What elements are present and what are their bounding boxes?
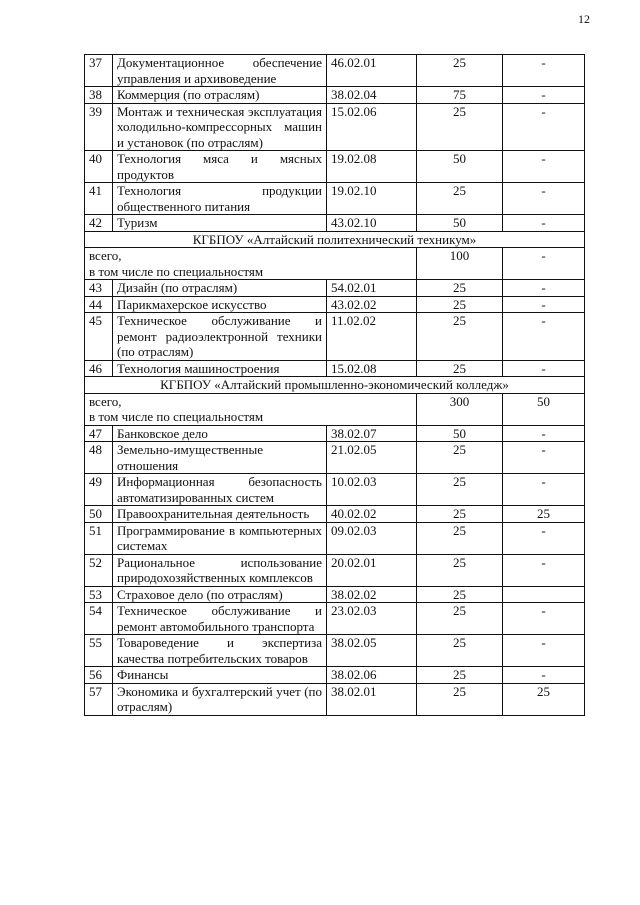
quota-value: 25	[417, 554, 503, 586]
specialty-name: Банковское дело	[113, 425, 327, 442]
quota-value: 25	[417, 635, 503, 667]
table-row	[85, 635, 585, 667]
total-quota: 300	[417, 393, 503, 425]
row-number: 50	[85, 506, 113, 523]
quota-value: 25	[417, 586, 503, 603]
extra-value: -	[503, 474, 585, 506]
extra-value: -	[503, 635, 585, 667]
table-row	[85, 522, 585, 554]
specialty-name: Финансы	[113, 667, 327, 684]
specialty-name: Техническое обслуживание и ремонт автомобильного транспорта	[113, 603, 327, 635]
extra-value	[503, 586, 585, 603]
total-extra: -	[503, 248, 585, 280]
extra-value: 25	[503, 683, 585, 715]
table-row	[85, 280, 585, 297]
specialty-code: 15.02.08	[327, 360, 417, 377]
extra-value: -	[503, 151, 585, 183]
specialty-name: Дизайн (по отраслям)	[113, 280, 327, 297]
specialty-name: Техническое обслуживание и ремонт радиоэлектронной техники (по отраслям)	[113, 313, 327, 361]
org-header-row	[85, 231, 585, 248]
extra-value: -	[503, 603, 585, 635]
specialty-code: 38.02.01	[327, 683, 417, 715]
row-number: 47	[85, 425, 113, 442]
row-number: 43	[85, 280, 113, 297]
extra-value: -	[503, 103, 585, 151]
extra-value: -	[503, 215, 585, 232]
specialty-code: 38.02.04	[327, 87, 417, 104]
extra-value: -	[503, 296, 585, 313]
table-row	[85, 360, 585, 377]
specialty-code: 38.02.02	[327, 586, 417, 603]
specialty-name: Технология мяса и мясных продуктов	[113, 151, 327, 183]
specialties-table-body	[85, 55, 585, 716]
extra-value: -	[503, 425, 585, 442]
total-label-line-1: всего,	[89, 393, 122, 409]
specialty-name: Информационная безопасность автоматизированных систем	[113, 474, 327, 506]
row-number: 56	[85, 667, 113, 684]
org-title: КГБПОУ «Алтайский промышленно-экономический колледж»	[85, 377, 585, 394]
quota-value: 75	[417, 87, 503, 104]
quota-value: 25	[417, 474, 503, 506]
total-extra: 50	[503, 393, 585, 425]
specialty-name: Правоохранительная деятельность	[113, 506, 327, 523]
table-row	[85, 554, 585, 586]
table-row	[85, 425, 585, 442]
total-label-line-2: в том числе по специальностям	[89, 263, 264, 279]
table-row	[85, 215, 585, 232]
row-number: 37	[85, 55, 113, 87]
total-quota: 100	[417, 248, 503, 280]
extra-value: -	[503, 55, 585, 87]
quota-value: 25	[417, 280, 503, 297]
specialty-code: 19.02.10	[327, 183, 417, 215]
table-row	[85, 603, 585, 635]
specialty-name: Товароведение и экспертиза качества потребительских товаров	[113, 635, 327, 667]
quota-value: 25	[417, 296, 503, 313]
total-label-line-1: всего,	[89, 248, 122, 263]
table-row	[85, 506, 585, 523]
specialty-name: Туризм	[113, 215, 327, 232]
quota-value: 50	[417, 215, 503, 232]
extra-value: -	[503, 313, 585, 361]
specialty-code: 11.02.02	[327, 313, 417, 361]
specialty-code: 10.02.03	[327, 474, 417, 506]
row-number: 42	[85, 215, 113, 232]
table-row	[85, 103, 585, 151]
table-row	[85, 313, 585, 361]
extra-value: -	[503, 442, 585, 474]
total-label	[85, 248, 417, 280]
org-title: КГБПОУ «Алтайский политехнический техникум»	[85, 231, 585, 248]
total-label-line-2: в том числе по специальностям	[89, 409, 264, 424]
row-number: 38	[85, 87, 113, 104]
quota-value: 25	[417, 55, 503, 87]
row-number: 40	[85, 151, 113, 183]
quota-value: 25	[417, 313, 503, 361]
extra-value: -	[503, 280, 585, 297]
quota-value: 50	[417, 151, 503, 183]
table-row	[85, 683, 585, 715]
quota-value: 50	[417, 425, 503, 442]
specialty-code: 43.02.02	[327, 296, 417, 313]
row-number: 55	[85, 635, 113, 667]
row-number: 49	[85, 474, 113, 506]
specialty-name: Экономика и бухгалтерский учет (по отраслям)	[113, 683, 327, 715]
specialty-name: Рациональное использование природохозяйственных комплексов	[113, 554, 327, 586]
specialty-name: Парикмахерское искусство	[113, 296, 327, 313]
total-row	[85, 393, 585, 425]
quota-value: 25	[417, 103, 503, 151]
total-row	[85, 248, 585, 280]
specialty-name: Документационное обеспечение управления и архивоведение	[113, 55, 327, 87]
extra-value: 25	[503, 506, 585, 523]
extra-value: -	[503, 554, 585, 586]
specialty-name: Страховое дело (по отраслям)	[113, 586, 327, 603]
specialty-name: Земельно-имущественные отношения	[113, 442, 327, 474]
row-number: 54	[85, 603, 113, 635]
quota-value: 25	[417, 667, 503, 684]
table-row	[85, 183, 585, 215]
specialties-table	[84, 54, 585, 716]
table-row	[85, 474, 585, 506]
specialty-code: 43.02.10	[327, 215, 417, 232]
specialty-code: 20.02.01	[327, 554, 417, 586]
specialty-code: 38.02.05	[327, 635, 417, 667]
extra-value: -	[503, 183, 585, 215]
specialty-name: Монтаж и техническая эксплуатация холодильно-компрессорных машин и установок (по отраслям)	[113, 103, 327, 151]
row-number: 46	[85, 360, 113, 377]
extra-value: -	[503, 667, 585, 684]
specialty-code: 54.02.01	[327, 280, 417, 297]
row-number: 45	[85, 313, 113, 361]
extra-value: -	[503, 522, 585, 554]
row-number: 53	[85, 586, 113, 603]
table-row	[85, 151, 585, 183]
specialty-name: Коммерция (по отраслям)	[113, 87, 327, 104]
row-number: 41	[85, 183, 113, 215]
row-number: 39	[85, 103, 113, 151]
quota-value: 25	[417, 506, 503, 523]
row-number: 52	[85, 554, 113, 586]
row-number: 57	[85, 683, 113, 715]
quota-value: 25	[417, 603, 503, 635]
quota-value: 25	[417, 522, 503, 554]
page-number: 12	[578, 12, 590, 26]
extra-value: -	[503, 87, 585, 104]
specialty-name: Программирование в компьютерных системах	[113, 522, 327, 554]
specialty-name: Технология машиностроения	[113, 360, 327, 377]
specialty-code: 21.02.05	[327, 442, 417, 474]
table-row	[85, 296, 585, 313]
row-number: 44	[85, 296, 113, 313]
table-row	[85, 667, 585, 684]
total-label	[85, 393, 417, 425]
specialty-code: 09.02.03	[327, 522, 417, 554]
row-number: 48	[85, 442, 113, 474]
specialty-code: 38.02.06	[327, 667, 417, 684]
quota-value: 25	[417, 442, 503, 474]
specialty-code: 23.02.03	[327, 603, 417, 635]
quota-value: 25	[417, 360, 503, 377]
quota-value: 25	[417, 183, 503, 215]
specialty-code: 40.02.02	[327, 506, 417, 523]
table-row	[85, 442, 585, 474]
table-row	[85, 55, 585, 87]
extra-value: -	[503, 360, 585, 377]
org-header-row	[85, 377, 585, 394]
specialty-code: 38.02.07	[327, 425, 417, 442]
table-row	[85, 87, 585, 104]
specialty-name: Технология продукции общественного питания	[113, 183, 327, 215]
table-row	[85, 586, 585, 603]
row-number: 51	[85, 522, 113, 554]
specialty-code: 19.02.08	[327, 151, 417, 183]
specialty-code: 15.02.06	[327, 103, 417, 151]
specialty-code: 46.02.01	[327, 55, 417, 87]
quota-value: 25	[417, 683, 503, 715]
